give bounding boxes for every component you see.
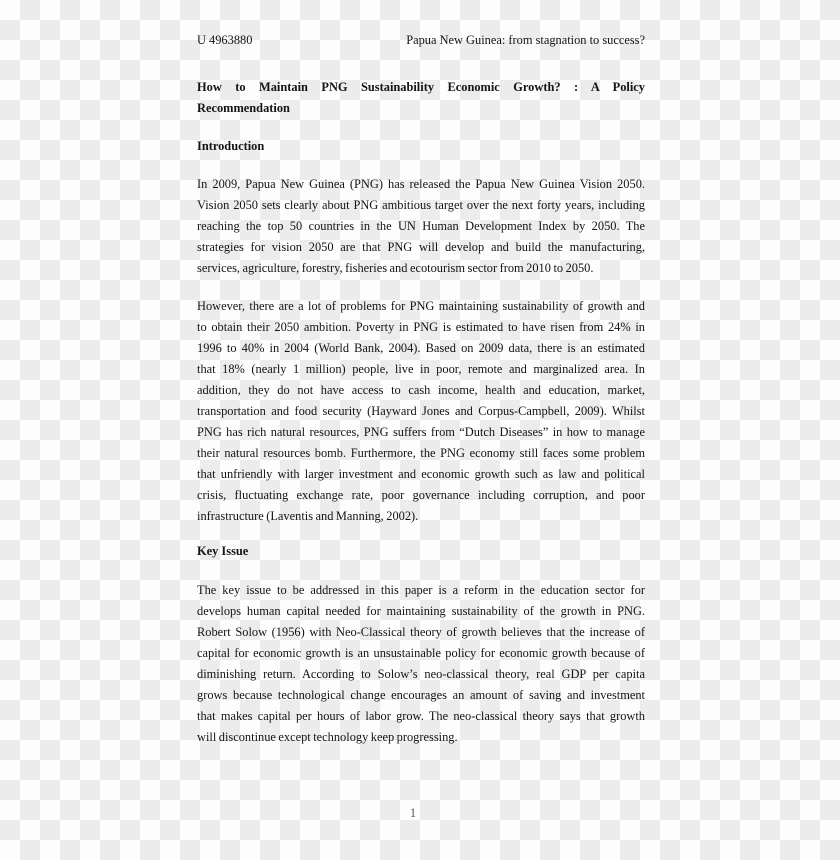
text-line: to obtain their 2050 ambition. Poverty in PNG is estimated to have risen from 24% in (197, 320, 645, 334)
student-id: U 4963880 (197, 33, 253, 47)
paragraph-introduction (197, 174, 645, 279)
text-line: Recommendation (197, 101, 290, 115)
paragraph-key-issue (197, 580, 645, 748)
section-heading-introduction: Introduction (197, 139, 265, 153)
text-line: that unfriendly with larger investment and economic growth such as law and political (197, 467, 645, 481)
text-line: their natural resources bomb. Furthermore, the PNG economy still faces some problem (197, 446, 645, 460)
text-line: develops human capital needed for maintaining sustainability of the growth in PNG. (197, 604, 645, 618)
section-heading-key-issue: Key Issue (197, 544, 249, 558)
text-line: will discontinue except technology keep progressing. (197, 730, 458, 744)
running-title: Papua New Guinea: from stagnation to success? (406, 33, 645, 47)
page-header (197, 30, 645, 51)
text-line: that makes capital per hours of labor grow. The neo-classical theory says that growth (197, 709, 645, 723)
document-text-area (197, 0, 645, 860)
text-line: that 18% (nearly 1 million) people, live in poor, remote and marginalized area. In (197, 362, 645, 376)
text-line: In 2009, Papua New Guinea (PNG) has released the Papua New Guinea Vision 2050. (197, 177, 645, 191)
text-line: services, agriculture, forestry, fisheries and ecotourism sector from 2010 to 2050. (197, 261, 594, 275)
paragraph-problems (197, 296, 645, 527)
text-line: PNG has rich natural resources, PNG suffers from “Dutch Diseases” in how to manage (197, 425, 645, 439)
text-line: diminishing return. According to Solow’s neo-classical theory, real GDP per capita (197, 667, 645, 681)
text-line: transportation and food security (Hayward Jones and Corpus-Campbell, 2009). Whilst (197, 404, 645, 418)
text-line: grows because technological change encourages an amount of saving and investment (197, 688, 645, 702)
text-line: Robert Solow (1956) with Neo-Classical theory of growth believes that the increase of (197, 625, 645, 639)
page-number: 1 (409, 806, 417, 820)
text-line: capital for economic growth is an unsustainable policy for economic growth because of (197, 646, 645, 660)
text-line: strategies for vision 2050 are that PNG will develop and build the manufacturing, (197, 240, 645, 254)
text-line: How to Maintain PNG Sustainability Economic Growth? : A Policy (197, 80, 645, 94)
text-line: Vision 2050 sets clearly about PNG ambitious target over the next forty years, including (197, 198, 645, 212)
text-line: However, there are a lot of problems for PNG maintaining sustainability of growth and (197, 299, 645, 313)
text-line: infrastructure (Laventis and Manning, 2002). (197, 509, 419, 523)
text-line: The key issue to be addressed in this paper is a reform in the education sector for (197, 583, 645, 597)
text-line: 1996 to 40% in 2004 (World Bank, 2004). Based on 2009 data, there is an estimated (197, 341, 645, 355)
text-line: reaching the top 50 countries in the UN Human Development Index by 2050. The (197, 219, 645, 233)
text-line: crisis, fluctuating exchange rate, poor governance including corruption, and poor (197, 488, 645, 502)
text-line: addition, they do not have access to cash income, health and education, market, (197, 383, 645, 397)
document-title (197, 77, 645, 119)
